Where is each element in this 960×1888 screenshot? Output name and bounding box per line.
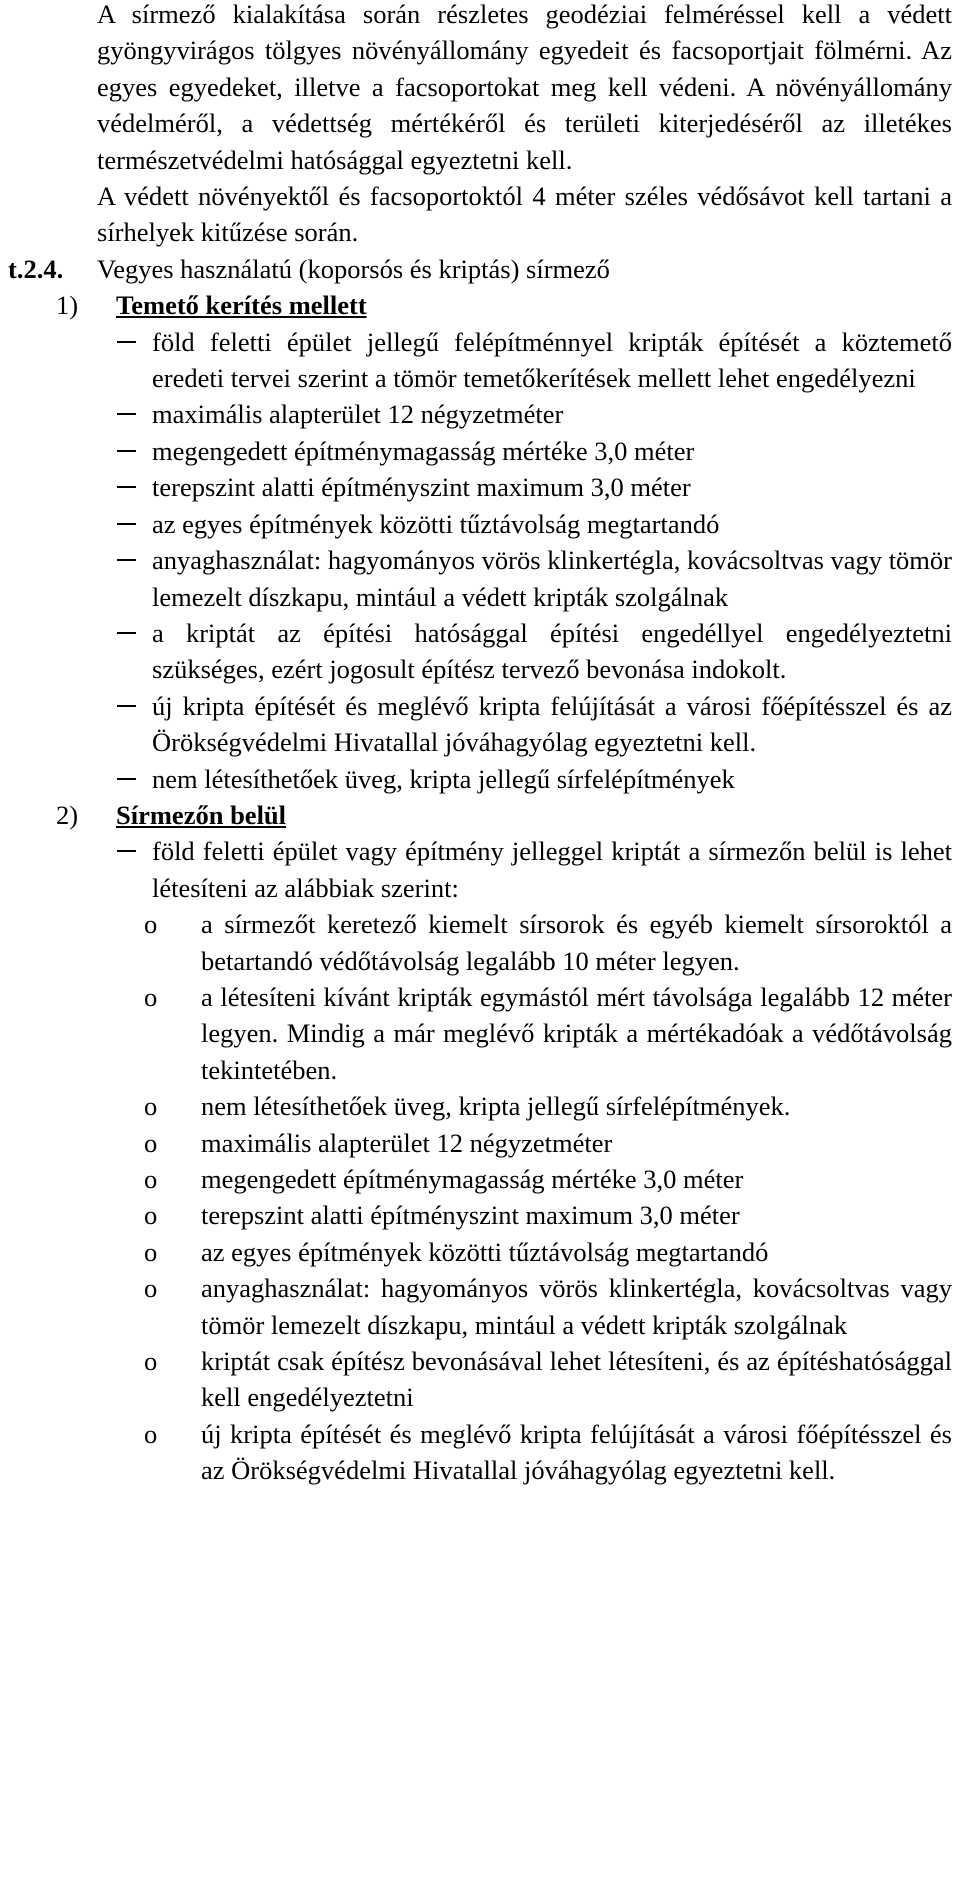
sub-list-item bbox=[144, 1343, 952, 1416]
sub-list-item-text: új kripta építését és meglévő kripta felújítását a városi főépítésszel és az Örökségvédelmi Hivatallal jóváhagyólag egyeztetni kell. bbox=[201, 1418, 952, 1486]
item-marker: 2) bbox=[56, 799, 79, 830]
list-item bbox=[152, 396, 952, 432]
sub-list-item-text: nem létesíthetőek üveg, kripta jellegű sírfelépítmények. bbox=[201, 1091, 791, 1122]
item-marker: 1) bbox=[56, 290, 79, 321]
o-bullet-icon: o bbox=[144, 1200, 158, 1231]
item-title: Temető kerítés mellett bbox=[116, 290, 367, 321]
dash-bullet-icon bbox=[117, 632, 136, 634]
section-title: Vegyes használatú (koporsós és kriptás) sírmező bbox=[97, 253, 610, 284]
sub-list-item bbox=[144, 906, 952, 979]
dash-bullet-icon bbox=[117, 850, 136, 852]
dash-bullet-icon bbox=[117, 486, 136, 488]
sub-list-item bbox=[144, 1234, 952, 1270]
list-item-text: maximális alapterület 12 négyzetméter bbox=[152, 399, 564, 430]
sub-list-item-text: maximális alapterület 12 négyzetméter bbox=[201, 1127, 613, 1158]
list-item-text: föld feletti épület vagy építmény jelleggel kriptát a sírmezőn belül is lehet létesíteni az alábbiak szerint: bbox=[152, 836, 952, 903]
list-item bbox=[152, 761, 952, 797]
sub-list-item bbox=[144, 979, 952, 1088]
intro-paragraph: A védett növényektől és facsoportoktól 4 méter széles védősávot kell tartani a sírhelyek kitűzése során. bbox=[97, 181, 952, 248]
list-item bbox=[152, 469, 952, 505]
dash-bullet-icon bbox=[117, 523, 136, 525]
sub-list-item-text: az egyes építmények közötti tűztávolság megtartandó bbox=[201, 1236, 769, 1267]
sub-list-item bbox=[144, 1125, 952, 1161]
dash-bullet-icon bbox=[117, 705, 136, 707]
sub-list-item-text: a sírmezőt keretező kiemelt sírsorok és egyéb kiemelt sírsoroktól a betartandó védőtávolság legalább 10 méter legyen. bbox=[201, 909, 952, 976]
section-heading bbox=[0, 251, 960, 287]
o-bullet-icon: o bbox=[144, 1127, 158, 1158]
list-item-text: föld feletti épület jellegű felépítménnyel kripták építését a köztemető eredeti tervei szerint a tömör temetőkerítések mellett lehet engedélyezni bbox=[152, 326, 952, 394]
sub-list-item bbox=[144, 1088, 952, 1124]
list-item bbox=[152, 833, 952, 906]
list-item-text: megengedett építménymagasság mértéke 3,0 méter bbox=[152, 435, 695, 466]
sub-list-item-text: a létesíteni kívánt kripták egymástól mért távolsága legalább 12 méter legyen. Mindig a már meglévő kripták a mértékadóak a védőtávolság tekintetében. bbox=[201, 981, 952, 1085]
o-bullet-icon: o bbox=[144, 981, 158, 1012]
list-item bbox=[152, 615, 952, 688]
o-bullet-icon: o bbox=[144, 1346, 158, 1377]
list-item bbox=[152, 688, 952, 761]
sub-list-item-text: terepszint alatti építményszint maximum 3,0 méter bbox=[201, 1200, 740, 1231]
o-bullet-icon: o bbox=[144, 1091, 158, 1122]
o-bullet-icon: o bbox=[144, 1418, 158, 1449]
sub-list-item bbox=[144, 1161, 952, 1197]
list-item-text: terepszint alatti építményszint maximum 3,0 méter bbox=[152, 472, 691, 503]
o-bullet-icon: o bbox=[144, 1164, 158, 1194]
list-item-text: új kripta építését és meglévő kripta felújítását a városi főépítésszel és az Örökségvédelmi Hivatallal jóváhagyólag egyeztetni kell. bbox=[152, 690, 952, 758]
list-item-text: a kriptát az építési hatósággal építési engedéllyel engedélyeztetni szükséges, ezért jogosult építész tervező bevonása indokolt. bbox=[152, 617, 952, 685]
sub-list-item-text: kriptát csak építész bevonásával lehet létesíteni, és az építéshatósággal kell engedélyeztetni bbox=[201, 1346, 952, 1413]
section-number: t.2.4. bbox=[8, 253, 64, 284]
numbered-item bbox=[0, 287, 960, 323]
sub-list-item-text: anyaghasználat: hagyományos vörös klinkertégla, kovácsoltvas vagy tömör lemezelt díszkapu, mintául a védett kripták szolgálnak bbox=[201, 1273, 952, 1340]
numbered-item bbox=[0, 797, 960, 833]
intro-paragraph: A sírmező kialakítása során részletes geodéziai felméréssel kell a védett gyöngyvirágos tölgyes növényállomány egyedeit és facsoportjait fölmérni. Az egyes egyedeket, illetve a facsoportokat meg kell védeni. A növényállomány védelméről, a védettség mértékéről és területi kiterjedéséről az illetékes természetvédelmi hatósággal egyeztetni kell. bbox=[97, 0, 952, 175]
dash-bullet-icon bbox=[117, 450, 136, 452]
list-item bbox=[152, 542, 952, 615]
dash-list bbox=[0, 324, 960, 797]
dash-bullet-icon bbox=[117, 559, 136, 561]
list-item-text: nem létesíthetőek üveg, kripta jellegű sírfelépítmények bbox=[152, 763, 735, 794]
o-bullet-icon: o bbox=[144, 909, 158, 940]
sub-list-item bbox=[144, 1197, 952, 1233]
item-title: Sírmezőn belül bbox=[116, 799, 287, 830]
sub-list-item bbox=[144, 1270, 952, 1343]
dash-bullet-icon bbox=[117, 413, 136, 415]
sub-list-item bbox=[144, 1416, 952, 1489]
list-item-text: anyaghasználat: hagyományos vörös klinkertégla, kovácsoltvas vagy tömör lemezelt díszkapu, mintául a védett kripták szolgálnak bbox=[152, 545, 952, 612]
dash-bullet-icon bbox=[117, 341, 136, 343]
list-item bbox=[152, 506, 952, 542]
list-item-text: az egyes építmények közötti tűztávolság megtartandó bbox=[152, 508, 720, 539]
intro-block bbox=[97, 0, 952, 251]
sub-list-item-text: megengedett építménymagasság mértéke 3,0 méter bbox=[201, 1164, 744, 1194]
o-bullet-icon: o bbox=[144, 1273, 158, 1304]
o-bullet-icon: o bbox=[144, 1236, 158, 1267]
o-list bbox=[0, 906, 960, 1489]
list-item bbox=[152, 324, 952, 397]
dash-bullet-icon bbox=[117, 778, 136, 780]
list-item bbox=[152, 433, 952, 469]
